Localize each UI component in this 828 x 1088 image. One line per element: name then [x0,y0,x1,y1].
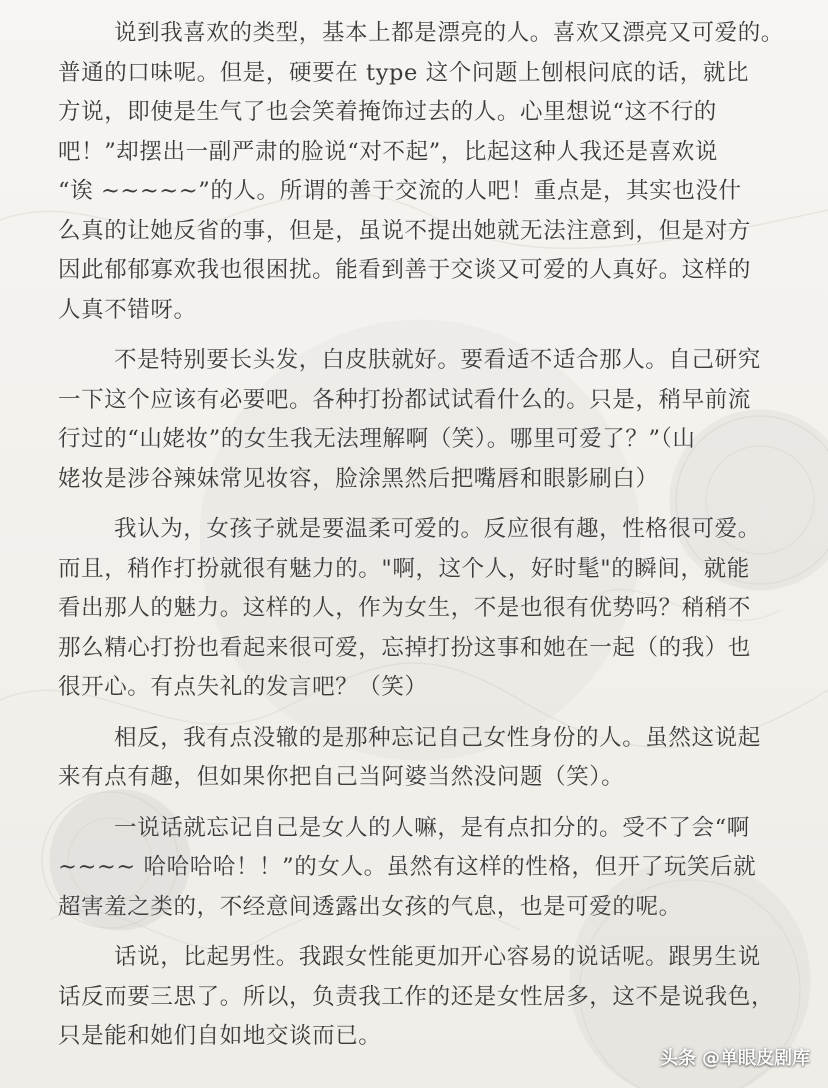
paragraph-1-line-4: 吧！”却摆出一副严肃的脸说“对不起”，比起这种人我还是喜欢说 [58,138,719,165]
paragraph-6-line-1: 话说，比起男性。我跟女性能更加开心容易的说话呢。跟男生说 [114,944,761,970]
paragraph-1-line-7: 因此郁郁寡欢我也很困扰。能看到善于交谈又可爱的人真好。这样的 [58,257,752,283]
paragraph-3-line-1: 我认为，女孩子就是要温柔可爱的。反应很有趣，性格很可爱。 [114,516,761,542]
paragraph-6-line-2: 话反而要三思了。所以，负责我工作的还是女性居多，这不是说我色， [58,983,775,1010]
article-body [58,14,784,1057]
paragraph-3-line-2: 而且，稍作打扮就很有魅力的。"啊，这个人，好时髦"的瞬间，就能 [58,555,750,582]
paragraph-2-line-3: 行过的“山姥妆”的女生我无法理解啊（笑）。哪里可爱了？”（山 [58,426,696,452]
paragraph-1-line-2: 普通的口味呢。但是，硬要在 type 这个问题上刨根问底的话，就比 [58,59,750,86]
paragraph-3-line-4: 那么精心打扮也看起来很可爱，忘掉打扮这事和她在一起（的我）也 [58,634,752,661]
paragraph-6 [58,938,784,1057]
paragraph-5 [58,809,784,928]
paragraph-3-line-5: 很开心。有点失礼的发言吧？（笑） [58,674,428,700]
paragraph-1-line-6: 么真的让她反省的事，但是，虽说不提出她就无法注意到，但是对方 [58,217,752,244]
paragraph-2-line-1: 不是特别要长头发，白皮肤就好。要看适不适合那人。自己研究 [114,347,761,373]
paragraph-4 [58,719,784,798]
paragraph-5-line-1: 一说话就忘记自己是女人的人嘛，是有点扣分的。受不了会“啊 [114,814,750,841]
paragraph-4-line-1: 相反，我有点没辙的是那种忘记自己女性身份的人。虽然这说起 [114,724,761,751]
paragraph-2 [58,341,784,499]
paragraph-3 [58,510,784,708]
paragraph-1 [58,14,784,330]
paragraph-1-line-1: 说到我喜欢的类型，基本上都是漂亮的人。喜欢又漂亮又可爱的。 [114,20,784,46]
watermark-prefix: 头条 [660,1048,696,1069]
paragraph-4-line-2: 来有点有趣，但如果你把自己当阿婆当然没问题（笑）。 [58,764,625,790]
watermark-handle: @单眼皮剧库 [702,1048,810,1069]
watermark [660,1044,810,1070]
paragraph-6-line-3: 只是能和她们自如地交谈而已。 [58,1023,382,1049]
paragraph-3-line-3: 看出那人的魅力。这样的人，作为女生，不是也很有优势吗？稍稍不 [58,595,752,621]
paragraph-1-line-5: “诶 ~~~~~”的人。所谓的善于交流的人吧！重点是，其实也没什 [58,178,742,204]
paragraph-5-line-2: ~~~~ 哈哈哈哈！！”的女人。虽然有这样的性格，但开了玩笑后就 [58,854,757,880]
paragraph-2-line-2: 一下这个应该有必要吧。各种打扮都试试看什么的。只是，稍早前流 [58,386,752,413]
paragraph-2-line-4: 姥妆是涉谷辣妹常见妆容，脸涂黑然后把嘴唇和眼影刷白） [58,465,659,492]
paragraph-1-line-3: 方说，即使是生气了也会笑着掩饰过去的人。心里想说“这不行的 [58,99,717,125]
paragraph-5-line-3: 超害羞之类的，不经意间透露出女孩的气息，也是可爱的呢。 [58,893,682,920]
paragraph-1-line-8: 人真不错呀。 [58,296,197,323]
